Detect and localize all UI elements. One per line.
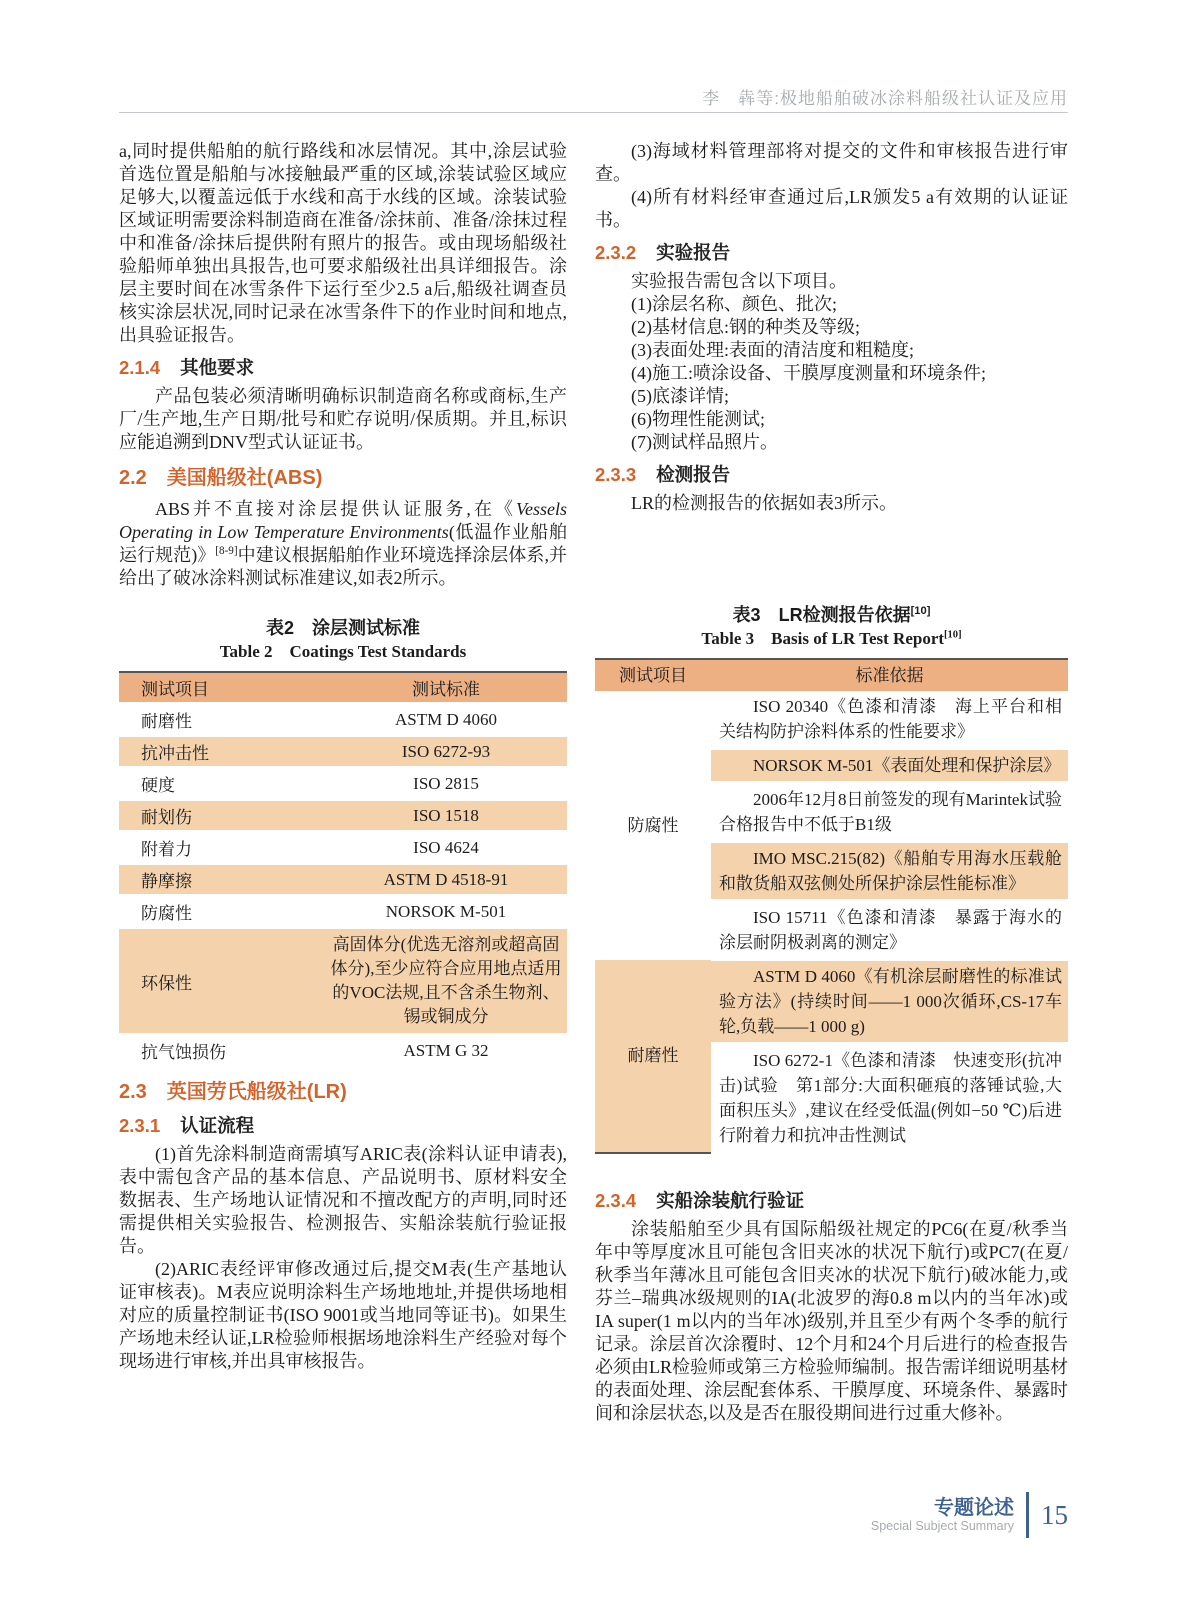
list-item: (5)底漆详情; (631, 386, 729, 406)
paragraph-test-intro: LR的检测报告的依据如表3所示。 (631, 493, 897, 513)
paragraph-lr-step3: (3)海域材料管理部将对提交的文件和审核报告进行审查。 (595, 141, 1068, 184)
subsection-title: 实船涂装航行验证 (656, 1190, 805, 1211)
subsection-title: 检测报告 (656, 464, 731, 485)
table-header-cell: 测试项目 (119, 672, 325, 704)
table-cell: 硬度 (119, 768, 325, 800)
table-cell: 附着力 (119, 832, 325, 864)
table-row (119, 768, 567, 800)
page-footer (871, 1492, 1068, 1538)
text-run: Table 3 Basis of LR Test Report (701, 629, 945, 648)
table-group-label: 防腐性 (627, 815, 679, 835)
table-row (119, 896, 567, 928)
subsection-title: 其他要求 (180, 357, 255, 378)
table3-caption-en (595, 627, 1068, 651)
coatings-test-standards-table (119, 671, 567, 1068)
subsection-number: 2.3.4 (595, 1190, 637, 1211)
subsection-heading-233 (595, 462, 1068, 487)
subsection-number: 2.1.4 (119, 357, 161, 378)
subsection-heading-234 (595, 1188, 1068, 1213)
paragraph-exp-intro: 实验报告需包含以下项目。 (631, 271, 847, 291)
table-cell: ASTM D 4060 (325, 704, 567, 736)
text-run: 中建议根据船舶作业环境选择涂层体系,并给出了破冰涂料测试标准建议,如表2所示。 (119, 545, 567, 588)
table-cell: 高固体分(优选无溶剂或超高固体分),至少应符合应用地点适用的VOC法规,且不含杀生物剂、锡或铜成分 (325, 928, 567, 1035)
subsection-title: 实验报告 (656, 242, 731, 263)
table-cell: ISO 6272-1《色漆和清漆 快速变形(抗冲击)试验 第1部分:大面积砸痕的落锤试验,大面积压头》,建议在经受低温(例如−50 ℃)后进行附着力和抗冲击性测试 (711, 1044, 1068, 1153)
table-cell: NORSOK M-501 (325, 896, 567, 928)
table-cell: IMO MSC.215(82)《船舶专用海水压载舱和散货船双弦侧处所保护涂层性能标准》 (711, 842, 1068, 901)
paragraph-lr-step1: (1)首先涂料制造商需填写ARIC表(涂料认证申请表),表中需包含产品的基本信息、产品说明书、原材料安全数据表、生产场地认证情况和不擅改配方的声明,同时还需提供相关实验报告、检测报告、实船涂装航行验证报告。 (119, 1144, 567, 1256)
table-group-label: 耐磨性 (595, 960, 711, 1153)
subsection-heading-231 (119, 1113, 567, 1138)
table-cell: 静摩擦 (119, 864, 325, 896)
table-row (119, 1035, 567, 1067)
table-row (595, 960, 1068, 1044)
table-cell: ISO 2815 (325, 768, 567, 800)
table-header-row (595, 659, 1068, 691)
table-cell: ASTM G 32 (325, 1035, 567, 1067)
right-column (595, 140, 1068, 1425)
table-cell: 2006年12月8日前签发的现有Marintek试验合格报告中不低于B1级 (711, 783, 1068, 842)
lr-test-report-table (595, 658, 1068, 1154)
table-cell: 环保性 (119, 928, 325, 1035)
text-run: (低温作业船舶运行规范)》 (119, 522, 568, 565)
table-cell: ISO 4624 (325, 832, 567, 864)
paragraph-sea-trial: 涂装船舶至少具有国际船级社规定的PC6(在夏/秋季当年中等厚度冰且可能包含旧夹冰的状况下航行)或PC7(在夏/秋季当年薄冰且可能包含旧夹冰的状况下航行)破冰能力,或芬兰–瑞典冰级规则的IA(北波罗的海0.8 m以内的当年冰)或IA super(1 m以内的当年冰)级别,并且至少有两个冬季的航行记录。涂层首次涂覆时、12个月和24个月后进行的检查报告必须由LR检验师或第三方检验师编制。报告需详细说明基材的表面处理、涂层配套体系、干膜厚度、环境条件、暴露时间和涂层状态,以及是否在服役期间进行过重大修补。 (595, 1219, 1068, 1423)
table-row (119, 832, 567, 864)
table-header-cell: 测试标准 (325, 672, 567, 704)
list-item: (4)施工:喷涂设备、干膜厚度测量和环境条件; (631, 363, 986, 383)
text-run: 表3 LR检测报告依据 (732, 605, 911, 625)
list-item: (6)物理性能测试; (631, 409, 765, 429)
table-cell: NORSOK M-501《表面处理和保护涂层》 (711, 749, 1068, 783)
table-header-cell: 标准依据 (711, 659, 1068, 691)
table-cell: ASTM D 4060《有机涂层耐磨性的标准试验方法》(持续时间——1 000次循环,CS-17车轮,负载——1 000 g) (711, 960, 1068, 1044)
table-row (119, 704, 567, 736)
table-cell: 耐划伤 (119, 800, 325, 832)
table-header-cell: 测试项目 (595, 659, 711, 691)
subsection-number: 2.3.2 (595, 242, 637, 263)
footer-section (871, 1497, 1014, 1534)
footer-section-label: 专题论述 (934, 1496, 1014, 1519)
table-cell: 防腐性 (119, 896, 325, 928)
table3-caption-cn (595, 603, 1068, 627)
paragraph-lr-step2: (2)ARIC表经评审修改通过后,提交M表(生产基地认证审核表)。M表应说明涂料生产场地地址,并提供场地相对应的质量控制证书(ISO 9001或当地同等证书)。如果生产场地未经认证,LR检验师根据场地涂料生产经验对每个现场进行审核,并出具审核报告。 (119, 1259, 567, 1371)
italic-title: Vessels Operating in Low Temperature Environments (119, 499, 567, 542)
table2-caption (119, 616, 567, 664)
table-row (119, 800, 567, 832)
list-item: (2)基材信息:钢的种类及等级; (631, 317, 860, 337)
footer-divider (1026, 1492, 1029, 1538)
list-item: (1)涂层名称、颜色、批次; (631, 294, 837, 314)
table2-caption-en: Table 2 Coatings Test Standards (219, 642, 467, 661)
table3-caption (595, 603, 1068, 651)
table-cell: ISO 1518 (325, 800, 567, 832)
paragraph-packaging: 产品包装必须清晰明确标识制造商名称或商标,生产厂/生产地,生产日期/批号和贮存说明/保质期。并且,标识应能追溯到DNV型式认证证书。 (119, 386, 567, 452)
running-title: 李 犇等:极地船舶破冰涂料船级社认证及应用 (702, 89, 1068, 108)
header-rule (119, 112, 1068, 113)
paragraph-abs-intro (119, 498, 567, 590)
table-row (595, 691, 1068, 749)
list-item: (3)表面处理:表面的清洁度和粗糙度; (631, 340, 914, 360)
subsection-title: 认证流程 (180, 1115, 255, 1136)
list-item: (7)测试样品照片。 (631, 432, 778, 452)
two-column-body (119, 140, 1068, 1425)
section-heading-lr: 2.3 英国劳氏船级社(LR) (119, 1081, 347, 1103)
table2-caption-cn: 表2 涂层测试标准 (265, 618, 420, 638)
subsection-number: 2.3.1 (119, 1115, 161, 1136)
table-cell: 抗冲击性 (119, 736, 325, 768)
table-cell: ISO 6272-93 (325, 736, 567, 768)
footer-section-label-en: Special Subject Summary (870, 1518, 1014, 1533)
table-cell: ASTM D 4518-91 (325, 864, 567, 896)
citation-ref: [8-9] (215, 545, 238, 557)
table-row (119, 864, 567, 896)
table-cell: 耐磨性 (119, 704, 325, 736)
section-heading-abs: 2.2 美国船级社(ABS) (119, 467, 323, 489)
citation-ref: [10] (944, 629, 962, 641)
table-row (119, 736, 567, 768)
table-cell: 抗气蚀损伤 (119, 1035, 325, 1067)
table-row (119, 928, 567, 1035)
table-cell: ISO 20340《色漆和清漆 海上平台和相关结构防护涂料体系的性能要求》 (711, 691, 1068, 749)
subsection-heading-214 (119, 355, 567, 380)
left-column (119, 140, 567, 1425)
citation-ref: [10] (910, 605, 931, 617)
table-cell: ISO 15711《色漆和清漆 暴露于海水的涂层耐阴极剥离的测定》 (711, 901, 1068, 960)
page-number: 15 (1041, 1499, 1068, 1530)
table-header-row (119, 672, 567, 704)
paragraph-lr-step4: (4)所有材料经审查通过后,LR颁发5 a有效期的认证证书。 (595, 187, 1068, 230)
subsection-heading-232 (595, 240, 1068, 265)
text-run: ABS并不直接对涂层提供认证服务,在《 (155, 499, 516, 519)
paragraph-continued: a,同时提供船舶的航行路线和冰层情况。其中,涂层试验首选位置是船舶与冰接触最严重的区域,涂装试验区域应足够大,以覆盖远低于水线和高于水线的区域。涂装试验区域证明需要涂料制造商在准备/涂抹前、准备/涂抹过程中和准备/涂抹后提供附有照片的报告。或由现场船级社验船师单独出具报告,也可要求船级社出具详细报告。涂层主要时间在冰雪条件下运行至少2.5 a后,船级社调查员核实涂层状况,同时记录在冰雪条件下的作业时间和地点,出具验证报告。 (119, 141, 567, 345)
subsection-number: 2.3.3 (595, 464, 637, 485)
